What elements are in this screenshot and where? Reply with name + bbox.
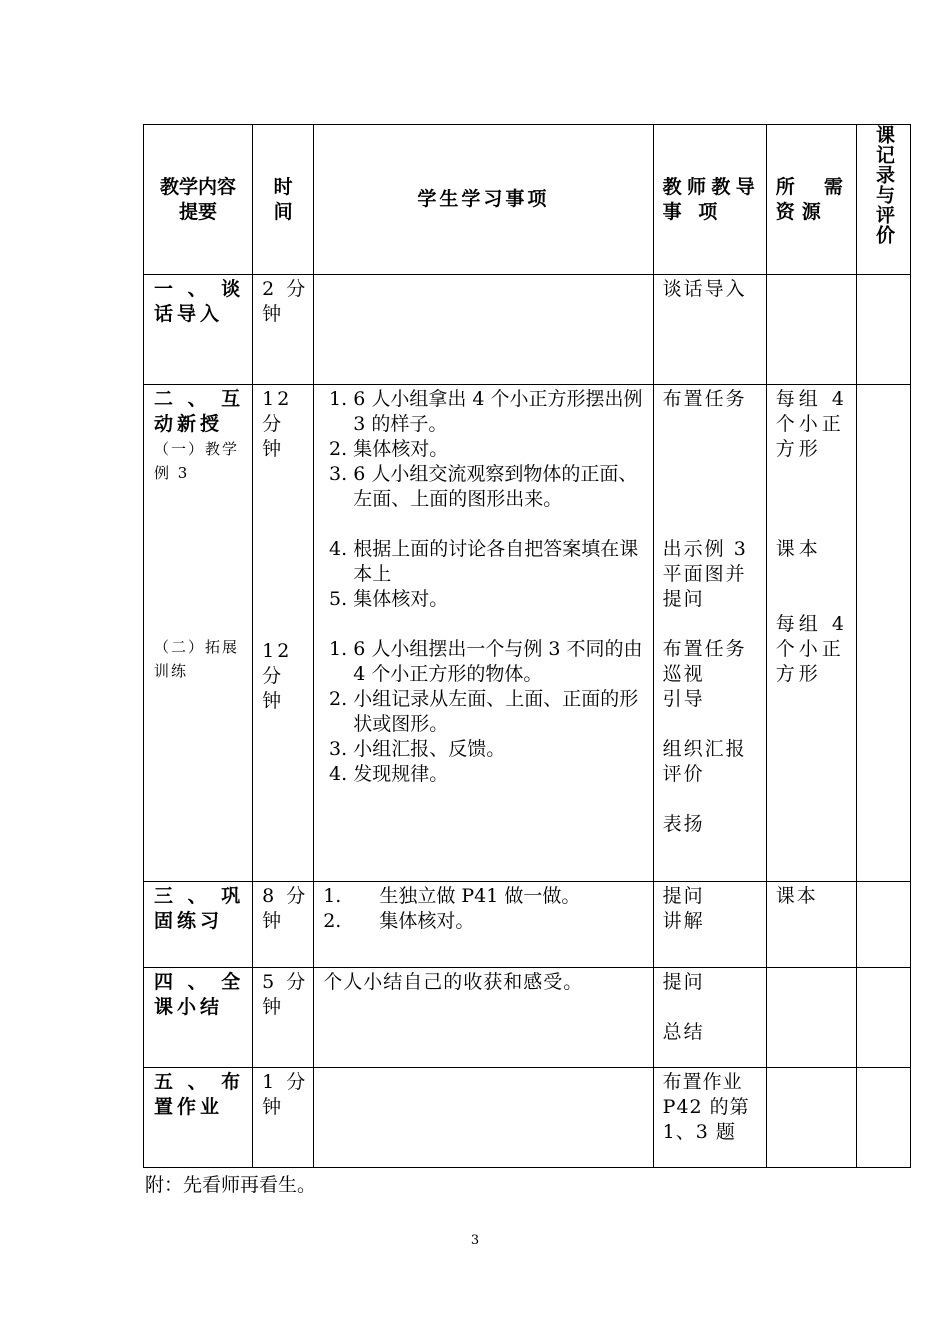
example-steps-cont bbox=[323, 537, 646, 612]
lesson-plan-table bbox=[143, 124, 911, 1168]
list-item: 5. 集体核对。 bbox=[353, 587, 646, 612]
row-practice: 三、巩固练习 8 分钟 1. 生独立做 P41 做一做。 2. 集体核对。 提问 讲解 课本 bbox=[144, 882, 911, 968]
row-new-resources: 每组 4 个小正方形 课本 每组 4 个小正方形 bbox=[766, 385, 856, 882]
row-intro bbox=[144, 275, 911, 385]
row-new-title: 二、互动新授 （一）教学例 3 （二）拓展训练 bbox=[144, 385, 253, 882]
header-student: 学生学习事项 bbox=[314, 125, 653, 275]
list-item: 4. 根据上面的讨论各自把答案填在课本上 bbox=[353, 537, 646, 587]
header-resources: 所需资源 bbox=[766, 125, 856, 275]
list-item: 4. 发现规律。 bbox=[353, 762, 646, 787]
header-row bbox=[144, 125, 911, 275]
header-time: 时间 bbox=[253, 125, 314, 275]
row-homework: 五、布置作业 1 分钟 布置作业 P42 的第 1、3 题 bbox=[144, 1068, 911, 1168]
row-intro-teacher: 谈话导入 bbox=[653, 275, 766, 385]
footnote: 附：先看师再看生。 bbox=[145, 1174, 317, 1196]
list-item: 1. 6 人小组拿出 4 个小正方形摆出例 3 的样子。 bbox=[353, 387, 646, 437]
page-number: 3 bbox=[470, 1233, 480, 1248]
row-new-time: 12分钟 12分钟 bbox=[253, 385, 314, 882]
row-new-lesson bbox=[144, 385, 911, 882]
list-item: 1. 生独立做 P41 做一做。 bbox=[323, 885, 581, 907]
list-item: 3. 6 人小组交流观察到物体的正面、左面、上面的图形出来。 bbox=[353, 462, 646, 512]
row-intro-student bbox=[314, 275, 653, 385]
extension-steps bbox=[323, 637, 646, 787]
row-intro-title: 一、谈话导入 bbox=[144, 275, 253, 385]
header-record: 课记录与评价 bbox=[856, 125, 910, 275]
header-content: 教学内容提要 bbox=[144, 125, 253, 275]
row-summary: 四、全课小结 5 分钟 个人小结自己的收获和感受。 提问 总结 bbox=[144, 968, 911, 1068]
list-item: 2. 小组记录从左面、上面、正面的形状或图形。 bbox=[353, 687, 646, 737]
list-item: 2. 集体核对。 bbox=[353, 437, 646, 462]
list-item: 1. 6 人小组摆出一个与例 3 不同的由 4 个小正方形的物体。 bbox=[353, 637, 646, 687]
row-new-student bbox=[314, 385, 653, 882]
example-steps bbox=[323, 387, 646, 512]
row-new-teacher: 布置任务 出示例 3平面图并提问 布置任务 巡视 引导 组织汇报评价 表扬 bbox=[653, 385, 766, 882]
subsection-extension: （二）拓展训练 bbox=[154, 638, 240, 680]
row-intro-time: 2 分钟 bbox=[253, 275, 314, 385]
list-item: 3. 小组汇报、反馈。 bbox=[353, 737, 646, 762]
list-item: 2. 集体核对。 bbox=[323, 910, 475, 932]
header-teacher: 教师教导事 项 bbox=[653, 125, 766, 275]
subsection-example: （一）教学例 3 bbox=[154, 440, 240, 482]
